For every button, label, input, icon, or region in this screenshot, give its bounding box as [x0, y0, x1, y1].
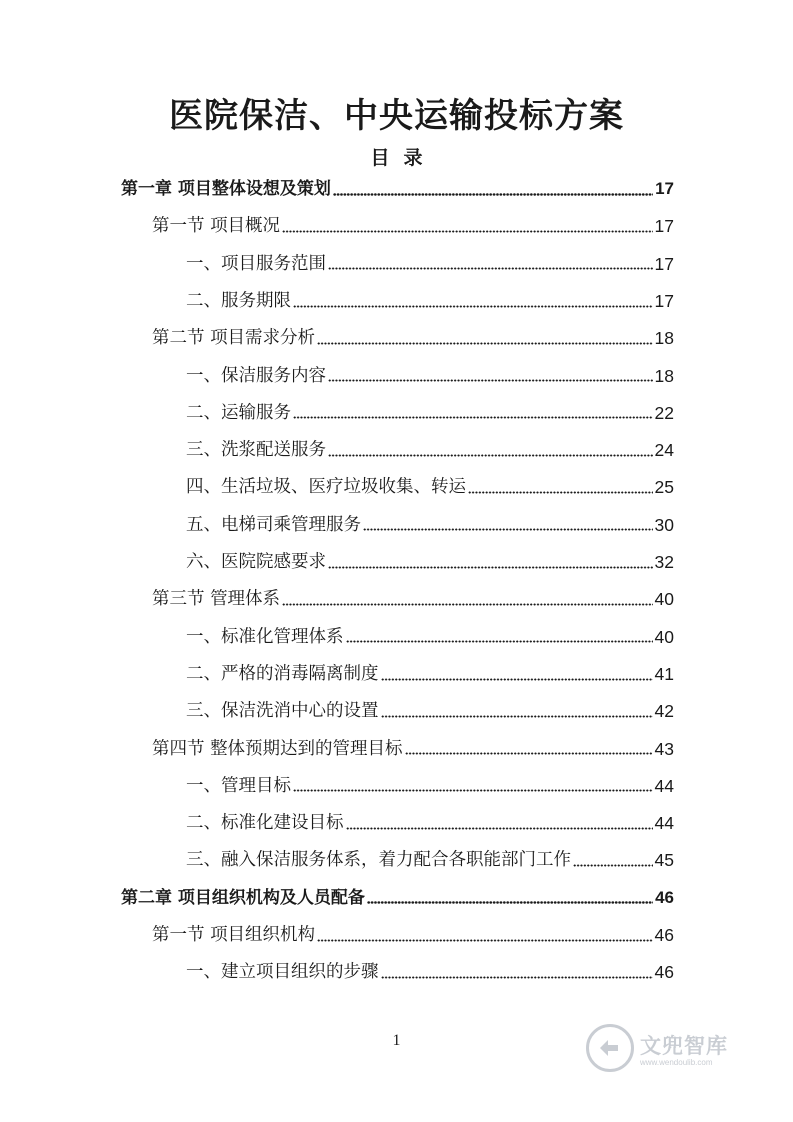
toc-entry-label: 一、管理目标	[186, 775, 291, 796]
toc-entry-label: 第一节 项目概况	[152, 216, 281, 237]
toc-entry-page: 40	[654, 589, 674, 610]
toc-entry-label: 二、运输服务	[186, 402, 291, 423]
toc-entry-label: 一、项目服务范围	[186, 253, 326, 274]
toc-entry[interactable]	[152, 736, 674, 762]
toc-entry[interactable]	[186, 474, 674, 500]
toc-entry-page: 17	[655, 179, 674, 198]
toc-heading	[0, 143, 793, 170]
toc-entry-page: 46	[654, 962, 674, 983]
toc-entry-label: 第二节 项目需求分析	[152, 328, 316, 349]
toc-dot-leader	[328, 265, 653, 271]
toc-dot-leader	[328, 377, 653, 383]
toc-dot-leader	[381, 675, 653, 681]
toc-entry[interactable]	[186, 549, 674, 575]
toc-entry[interactable]	[186, 624, 674, 650]
toc-dot-leader	[346, 824, 653, 830]
wendou-logo-icon	[586, 1024, 634, 1072]
toc-entry-page: 24	[654, 440, 674, 461]
toc-entry[interactable]	[152, 325, 674, 351]
toc-entry-page: 32	[654, 552, 674, 572]
watermark-name: 文兜智库	[640, 1033, 728, 1058]
toc-entry-label: 三、融入保洁服务体系，着力配合各职能部门工作	[186, 850, 571, 871]
toc-dot-leader	[333, 190, 653, 196]
toc-entry-page: 40	[654, 626, 674, 647]
toc-entry-page: 25	[654, 477, 674, 498]
toc-entry-label: 二、严格的消毒隔离制度	[186, 663, 379, 684]
toc-entry-label: 第二章 项目组织机构及人员配备	[121, 887, 365, 908]
toc-entry-label: 二、服务期限	[186, 290, 291, 311]
toc-entry[interactable]	[186, 810, 674, 836]
toc-entry-label: 第四节 整体预期达到的管理目标	[152, 738, 403, 759]
toc-entry-page: 45	[654, 850, 674, 871]
toc-entry[interactable]	[152, 586, 674, 612]
watermark-url: www.wendoulib.com	[640, 1057, 713, 1067]
toc-dot-leader	[328, 563, 653, 569]
toc-dot-leader	[317, 339, 652, 345]
toc-dot-leader	[405, 750, 653, 756]
toc-entry-label: 一、建立项目组织的步骤	[186, 962, 379, 983]
toc-entry-label: 第一节 项目组织机构	[152, 925, 316, 945]
toc-entry-label: 三、保洁洗消中心的设置	[186, 701, 379, 722]
toc-entry-label: 四、生活垃圾、医疗垃圾收集、转运	[186, 477, 466, 498]
toc-entry[interactable]	[152, 213, 674, 239]
toc-entry-label: 五、电梯司乘管理服务	[186, 514, 361, 535]
toc-dot-leader	[363, 526, 653, 532]
toc-dot-leader	[293, 414, 653, 420]
toc-entry-page: 30	[654, 514, 674, 535]
toc-entry-label: 一、保洁服务内容	[186, 365, 326, 386]
toc-entry-page: 46	[655, 887, 674, 907]
toc-dot-leader	[282, 227, 652, 233]
toc-dot-leader	[381, 712, 653, 718]
toc-dot-leader	[367, 899, 653, 905]
toc-entry-label: 第三节 管理体系	[152, 589, 281, 610]
toc-dot-leader	[282, 600, 652, 606]
toc-entry-page: 41	[654, 663, 674, 684]
page-number: 1	[392, 1032, 401, 1049]
toc-entry[interactable]	[186, 437, 674, 463]
toc-dot-leader	[346, 638, 653, 644]
toc-entry[interactable]	[186, 251, 674, 277]
toc-entry[interactable]	[186, 661, 674, 687]
toc-entry-label: 一、标准化管理体系	[186, 626, 344, 647]
toc-entry[interactable]	[186, 288, 674, 314]
toc-entry[interactable]	[186, 773, 674, 799]
toc-entry-page: 17	[654, 290, 674, 311]
toc-entry[interactable]	[186, 847, 674, 873]
toc-entry-page: 46	[654, 925, 674, 945]
toc-entry-page: 44	[654, 775, 674, 796]
toc-entry-label: 三、洗浆配送服务	[186, 440, 326, 461]
toc-dot-leader	[573, 861, 653, 867]
toc-entry[interactable]	[152, 922, 674, 948]
toc-dot-leader	[293, 787, 653, 793]
toc-entry-page: 18	[654, 365, 674, 386]
toc-entry[interactable]	[121, 176, 674, 202]
toc-dot-leader	[468, 488, 653, 494]
toc-entry[interactable]	[186, 400, 674, 426]
watermark	[586, 1020, 776, 1076]
toc-entry-page: 44	[654, 813, 674, 834]
toc-entry-page: 22	[654, 402, 674, 423]
toc-entry-page: 17	[654, 253, 674, 274]
toc-entry-page: 43	[654, 738, 674, 759]
toc-entry[interactable]	[186, 959, 674, 985]
toc-dot-leader	[317, 936, 652, 942]
toc-dot-leader	[328, 451, 653, 457]
toc-entry-page: 18	[654, 328, 674, 349]
toc-heading-text: 目录	[370, 147, 437, 169]
toc-entry[interactable]	[186, 512, 674, 538]
toc-dot-leader	[293, 302, 653, 308]
toc-entry[interactable]	[186, 698, 674, 724]
toc-entry-label: 二、标准化建设目标	[186, 813, 344, 834]
document-title: 医院保洁、中央运输投标方案	[169, 96, 624, 136]
toc-entry-label: 六、医院院感要求	[186, 552, 326, 572]
toc-dot-leader	[381, 973, 653, 979]
toc-entry[interactable]	[186, 363, 674, 389]
toc-entry-label: 第一章 项目整体设想及策划	[121, 179, 331, 199]
toc-entry-page: 42	[654, 701, 674, 722]
toc-entry[interactable]	[121, 885, 674, 911]
toc-entry-page: 17	[654, 216, 674, 237]
